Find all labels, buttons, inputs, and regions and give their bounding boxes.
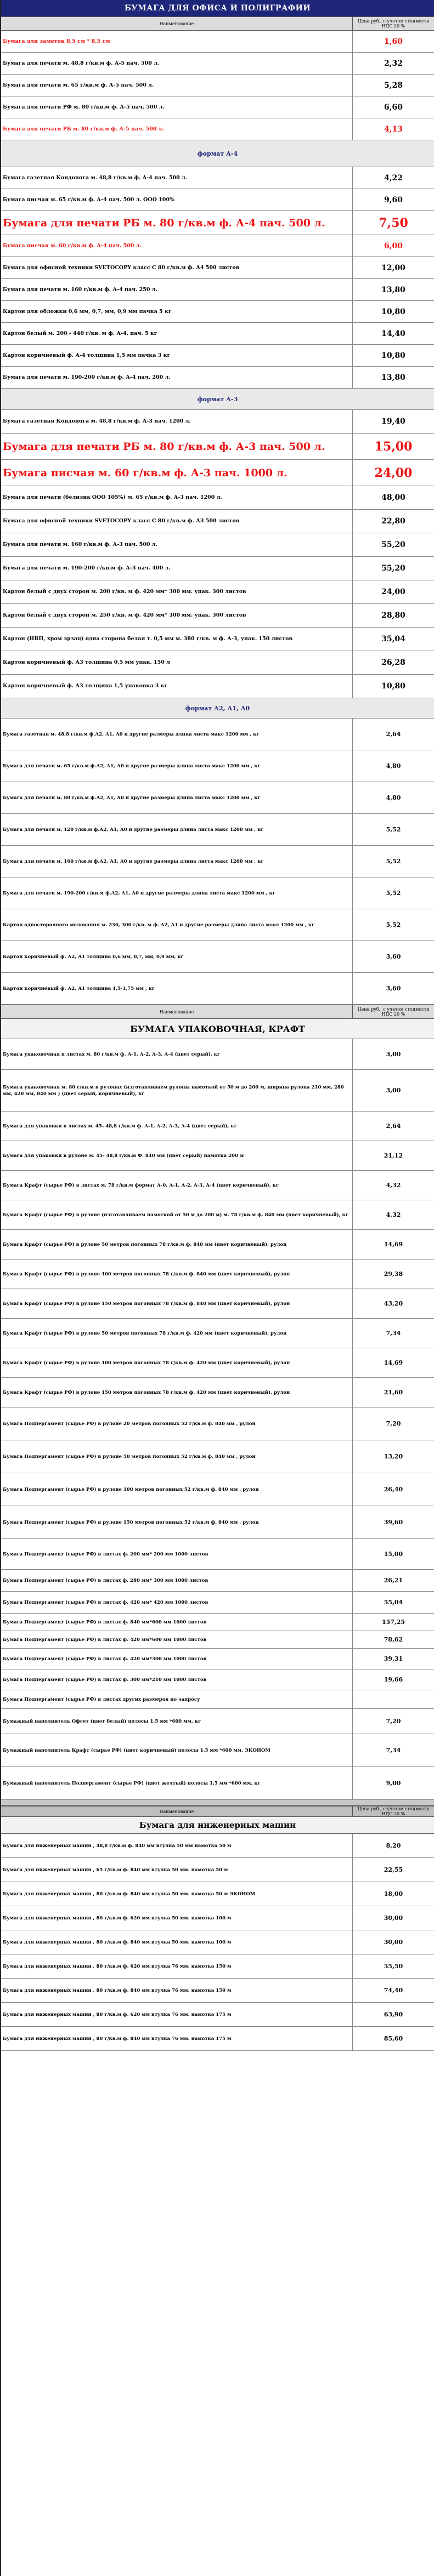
table-row xyxy=(1,973,434,1005)
product-price: 13,20 xyxy=(384,1453,403,1460)
product-name: Картон белый с двух сторон м. 200 г/кв. м ф. 420 мм* 300 мм. упак. 300 листов xyxy=(1,580,353,603)
product-name: Бумага для печати РБ м. 80 г/кв.м ф. А-3 пач. 500 л. xyxy=(1,434,353,459)
product-price: 7,34 xyxy=(386,1330,401,1337)
table-row xyxy=(1,235,434,257)
product-name: Бумага для инженерных машин , 80 г/кв.м ф. 840 мм втулка 76 мм. намотка 175 м xyxy=(1,2027,353,2050)
table-row xyxy=(1,1473,434,1506)
section-a3 xyxy=(1,410,434,698)
table-row xyxy=(1,675,434,698)
table-row xyxy=(1,1171,434,1200)
product-name: Бумага Подпергамент (сырье РФ) в листах ф. 420 мм*600 мм 1000 листов xyxy=(1,1631,353,1648)
table-row xyxy=(1,1734,434,1767)
table-row xyxy=(1,909,434,941)
product-price: 7,34 xyxy=(386,1747,401,1754)
product-name: Бумага для инженерных машин , 48,8 г/кв.м ф. 840 мм втулка 50 мм намотка 50 м xyxy=(1,1834,353,1857)
table-row xyxy=(1,167,434,189)
product-price: 2,64 xyxy=(386,1122,401,1130)
column-price-header: Цена руб., с учетом стоимости НДС 20 % xyxy=(357,19,430,29)
product-name: Картон коричневый ф. А-4 толщина 1,5 мм пачка 3 кг xyxy=(1,345,353,366)
product-price: 2,64 xyxy=(386,731,401,738)
engineering-section-title: Бумага для инженерных машин xyxy=(1,1817,434,1834)
product-name: Картон белый с двух сторон м. 250 г/кв. м ф. 420 мм* 300 мм. упак. 300 листов xyxy=(1,604,353,627)
subsection-a4-title: формат А-4 xyxy=(1,140,434,167)
column-header xyxy=(1,16,434,31)
product-price: 4,13 xyxy=(384,124,403,134)
packing-section-title: БУМАГА УПАКОВОЧНАЯ, КРАФТ xyxy=(1,1019,434,1039)
table-row xyxy=(1,1259,434,1289)
column-header-2 xyxy=(1,1005,434,1019)
product-name: Бумага Крафт (сырье РФ) в рулоне 50 метров погонных 78 г/кв.м ф. 840 мм (цвет коричневый), рулон xyxy=(1,1230,353,1259)
table-row xyxy=(1,53,434,75)
table-row xyxy=(1,1378,434,1407)
product-price: 26,40 xyxy=(384,1486,403,1493)
product-price: 78,62 xyxy=(384,1636,403,1643)
product-name: Бумага Подпергамент (сырье РФ) в листах ф. 420 мм*300 мм 1000 листов xyxy=(1,1649,353,1669)
product-price: 8,20 xyxy=(386,1842,401,1849)
product-price: 5,52 xyxy=(386,858,401,865)
product-price: 43,20 xyxy=(384,1300,403,1307)
product-price: 29,38 xyxy=(384,1270,403,1278)
product-name: Бумага Подпергамент (сырье РФ) в листах ф. 280 мм* 300 мм 1000 листов xyxy=(1,1570,353,1591)
product-name: Бумажный наполнитель Офсет (цвет белый) полосы 1,5 мм *600 мм, кг xyxy=(1,1709,353,1734)
product-price: 6,00 xyxy=(384,241,403,250)
column-price-header: Цена руб., с учетом стоимости НДС 20 % xyxy=(357,1806,430,1816)
table-row xyxy=(1,1614,434,1631)
table-row xyxy=(1,1440,434,1473)
table-row xyxy=(1,460,434,486)
table-row xyxy=(1,1112,434,1141)
table-row xyxy=(1,877,434,909)
table-row xyxy=(1,118,434,140)
table-row xyxy=(1,651,434,675)
column-price-header: Цена руб., с учетом стоимости НДС 20 % xyxy=(357,1007,430,1017)
product-price: 14,69 xyxy=(384,1359,403,1366)
product-name: Бумага для печати м. 160 г/кв.м ф. А-4 пач. 250 л. xyxy=(1,279,353,300)
product-name: Бумага Крафт (сырье РФ) в рулоне 150 метров погонных 78 г/кв.м ф. 420 мм (цвет коричневый), рулон xyxy=(1,1378,353,1407)
table-row xyxy=(1,75,434,96)
product-price: 10,80 xyxy=(381,682,405,691)
product-name: Картон для обложки 0,6 мм, 0,7, мм, 0,9 мм пачка 5 кг xyxy=(1,301,353,322)
product-price: 13,80 xyxy=(381,285,405,294)
product-name: Картон коричневый ф. А3 толщина 1,5 упаковка 3 кг xyxy=(1,675,353,698)
table-row xyxy=(1,1834,434,1858)
table-row xyxy=(1,814,434,846)
product-price: 48,00 xyxy=(381,493,405,502)
product-price: 30,00 xyxy=(384,1939,403,1946)
table-row xyxy=(1,1979,434,2003)
product-name: Бумага для печати м. 190-200 г/кв.м ф. А-4 пач. 200 л. xyxy=(1,367,353,388)
table-row xyxy=(1,1882,434,1906)
product-price: 22,55 xyxy=(384,1866,403,1873)
product-name: Бумага для инженерных машин , 80 г/кв.м ф. 840 мм втулка 50 мм. намотка 50 м ЭКОНОМ xyxy=(1,1882,353,1906)
table-row xyxy=(1,1669,434,1690)
product-price: 5,28 xyxy=(384,81,403,90)
table-row xyxy=(1,1348,434,1378)
table-row xyxy=(1,1506,434,1539)
table-row xyxy=(1,941,434,973)
product-price: 1,60 xyxy=(384,37,403,46)
product-price: 4,80 xyxy=(386,794,401,801)
table-row xyxy=(1,1858,434,1882)
table-row xyxy=(1,846,434,877)
product-name: Бумага Подпергамент (сырье РФ) в листах других размеров по запросу xyxy=(1,1690,353,1708)
table-row xyxy=(1,96,434,118)
product-price: 30,00 xyxy=(384,1914,403,1922)
product-name: Бумага Подпергамент (сырье РФ) в листах ф. 420 мм* 420 мм 1000 листов xyxy=(1,1592,353,1613)
table-row xyxy=(1,1954,434,1979)
product-price: 15,00 xyxy=(374,439,413,454)
product-price: 55,50 xyxy=(384,1963,403,1970)
table-row xyxy=(1,486,434,510)
product-price: 9,60 xyxy=(384,195,403,204)
product-price: 14,69 xyxy=(384,1241,403,1248)
product-price: 18,00 xyxy=(384,1890,403,1897)
subsection-a3-title: формат А-3 xyxy=(1,389,434,410)
product-name: Бумага газетная м. 48,8 г/кв.м ф.А2, А1, А0 и другие размеры длина листа макс 1200 мм , кг xyxy=(1,719,353,750)
table-row xyxy=(1,1709,434,1734)
table-row xyxy=(1,1039,434,1070)
product-price: 10,80 xyxy=(381,307,405,316)
table-row xyxy=(1,1592,434,1614)
product-price: 28,80 xyxy=(381,611,405,620)
product-price: 26,28 xyxy=(381,658,405,667)
product-price: 21,60 xyxy=(384,1389,403,1396)
table-row xyxy=(1,1200,434,1230)
product-price: 4,22 xyxy=(384,173,403,183)
table-row xyxy=(1,345,434,367)
product-price: 21,12 xyxy=(384,1152,403,1159)
table-row xyxy=(1,782,434,814)
table-row xyxy=(1,604,434,628)
product-name: Бумага писчая м. 60 г/кв.м ф. А-3 пач. 1000 л. xyxy=(1,460,353,486)
product-name: Бумага Подпергамент (сырье РФ) в листах ф. 200 мм* 200 мм 1000 листов xyxy=(1,1539,353,1569)
product-price: 35,04 xyxy=(381,635,405,643)
product-price: 55,20 xyxy=(381,540,405,549)
product-name: Бумага для печати м. 48,8 г/кв.м ф. А-5 пач. 500 л. xyxy=(1,53,353,74)
product-name: Бумага газетная Кондопога м. 48,8 г/кв.м ф. А-3 пач. 1200 л. xyxy=(1,410,353,433)
table-row xyxy=(1,1230,434,1259)
product-price: 4,32 xyxy=(386,1182,401,1189)
product-name: Бумага для упаковки в рулоне м. 45- 48,8 г/кв.м Ф. 840 мм (цвет серый) намотка 200 м xyxy=(1,1141,353,1170)
table-row xyxy=(1,628,434,651)
product-name: Бумага Крафт (сырье РФ) в листах м. 78 г/кв.м формат А-0, А-1, А-2, А-3, А-4 (цвет коричневый), кг xyxy=(1,1171,353,1200)
section-divider xyxy=(1,1800,434,1806)
product-name: Бумага для упаковки в листах м. 45- 48,8 г/кв.м ф. А-1, А-2, А-3, А-4 (цвет серый), кг xyxy=(1,1112,353,1141)
table-row xyxy=(1,434,434,460)
product-name: Бумага Крафт (сырье РФ) в рулоне (изготавливаем намоткой от 50 м до 200 м) м. 78 г/кв.м ф. 840 мм (цвет коричневый), кг xyxy=(1,1200,353,1229)
product-name: Картон белый м. 200 - 440 г/кв. м ф. А-4, пач. 5 кг xyxy=(1,323,353,344)
product-name: Бумажный наполнитель Крафт (сырье РФ) (цвет коричневый) полосы 1,5 мм *600 мм, ЭКОНОМ xyxy=(1,1734,353,1766)
table-row xyxy=(1,211,434,235)
product-name: Бумага Подпергамент (сырье РФ) в рулоне 100 метров погонных 52 г/кв.м ф. 840 мм , рулон xyxy=(1,1473,353,1506)
section-a5 xyxy=(1,31,434,140)
product-name: Бумага для печати м. 65 г/кв.м ф. А-5 пач. 500 л. xyxy=(1,75,353,96)
column-name-header: Наименование xyxy=(1,1005,353,1018)
section-packing xyxy=(1,1039,434,1800)
column-header-3 xyxy=(1,1806,434,1817)
subsection-a2-title: формат А2, А1, А0 xyxy=(1,698,434,719)
product-name: Картон односторонного мелования м. 230, 300 г/кв. м ф. А2, А1 и другие размеры длина листа макс 1200 мм , кг xyxy=(1,909,353,941)
product-name: Бумага для печати м. 190-200 г/кв.м ф.А2, А1, А0 и другие размеры длина листа макс 1200 мм , кг xyxy=(1,877,353,909)
table-row xyxy=(1,31,434,53)
product-price: 5,52 xyxy=(386,921,401,928)
table-row xyxy=(1,1407,434,1440)
product-name: Бумага писчая м. 65 г/кв.м ф. А-4 пач. 500 л. ООО 100% xyxy=(1,189,353,210)
table-row xyxy=(1,1141,434,1171)
table-row xyxy=(1,410,434,434)
product-name: Бумага упаковочная в листах м. 80 г/кв.м ф. А-1, А-2, А-3, А-4 (цвет серый), кг xyxy=(1,1039,353,1069)
table-row xyxy=(1,1539,434,1570)
product-price: 39,31 xyxy=(384,1655,403,1662)
product-name: Бумага Подпергамент (сырье РФ) в рулоне 150 метров погонных 52 г/кв.м ф. 840 мм , рулон xyxy=(1,1506,353,1538)
product-price: 12,00 xyxy=(381,263,405,272)
product-price xyxy=(353,1690,434,1708)
product-price: 55,04 xyxy=(384,1599,403,1606)
product-name: Бумага Крафт (сырье РФ) в рулоне 150 метров погонных 78 г/кв.м ф. 840 мм (цвет коричневый), рулон xyxy=(1,1289,353,1318)
product-name: Бумага Крафт (сырье РФ) в рулоне 100 метров погонных 78 г/кв.м ф. 420 мм (цвет коричневый), рулон xyxy=(1,1348,353,1377)
table-row xyxy=(1,1289,434,1319)
product-name: Бумага для печати м. 120 г/кв.м ф.А2, А1, А0 и другие размеры длина листа макс 1200 мм , кг xyxy=(1,814,353,845)
product-price: 14,40 xyxy=(381,329,405,338)
table-row xyxy=(1,557,434,580)
product-name: Бумага для инженерных машин , 80 г/кв.м ф. 840 мм втулка 76 мм. намотка 150 м xyxy=(1,1979,353,2002)
product-price: 39,60 xyxy=(384,1519,403,1526)
product-price: 3,60 xyxy=(386,953,401,960)
product-price: 5,52 xyxy=(386,890,401,897)
product-price: 15,00 xyxy=(384,1551,403,1558)
product-name: Бумага Подпергамент (сырье РФ) в листах ф. 300 мм*210 мм 1000 листов xyxy=(1,1669,353,1690)
product-price: 74,40 xyxy=(384,1987,403,1994)
product-name: Бумага для печати м. 80 г/кв.м ф.А2, А1, А0 и другие размеры длина листа макс 1200 мм , кг xyxy=(1,782,353,813)
table-row xyxy=(1,1690,434,1709)
product-price: 5,52 xyxy=(386,826,401,833)
product-name: Бумага для печати м. 65 г/кв.м ф.А2, А1, А0 и другие размеры длина листа макс 1200 мм , кг xyxy=(1,750,353,782)
product-price: 13,80 xyxy=(381,373,405,382)
table-row xyxy=(1,323,434,345)
product-name: Бумага для печати м. 160 г/кв.м ф. А-3 пач. 500 л. xyxy=(1,533,353,556)
product-price: 157,25 xyxy=(381,1618,405,1626)
product-price: 10,80 xyxy=(381,351,405,360)
product-price: 9,00 xyxy=(386,1780,401,1787)
product-name: Бумага для инженерных машин , 80 г/кв.м ф. 620 мм втулка 50 мм. намотка 100 м xyxy=(1,1906,353,1930)
table-row xyxy=(1,719,434,750)
product-price: 3,00 xyxy=(386,1051,401,1058)
product-name: Бумага для офисной техники SVETOCOPY класс С 80 г/кв.м ф. А3 500 листов xyxy=(1,510,353,533)
section-a2-a1-a0 xyxy=(1,719,434,1005)
product-price: 6,60 xyxy=(384,102,403,112)
table-row xyxy=(1,750,434,782)
table-row xyxy=(1,1319,434,1348)
table-row xyxy=(1,1767,434,1800)
product-price: 7,20 xyxy=(386,1420,401,1427)
product-name: Бумага для инженерных машин , 80 г/кв.м ф. 840 мм втулка 50 мм. намотка 100 м xyxy=(1,1930,353,1954)
product-price: 7,20 xyxy=(386,1718,401,1725)
table-row xyxy=(1,189,434,211)
product-price: 26,21 xyxy=(384,1577,403,1584)
table-row xyxy=(1,510,434,533)
table-row xyxy=(1,1649,434,1669)
table-row xyxy=(1,1930,434,1954)
column-name-header: Наименование xyxy=(1,1806,353,1816)
table-row xyxy=(1,533,434,557)
product-name: Бумага писчая м. 60 г/кв.м ф. А-4 пач. 500 л. xyxy=(1,235,353,257)
product-name: Бумага газетная Кондопога м. 48,8 г/кв.м ф. А-4 пач. 500 л. xyxy=(1,167,353,189)
section-a4 xyxy=(1,167,434,389)
table-row xyxy=(1,301,434,323)
table-row xyxy=(1,367,434,389)
product-name: Бумага для инженерных машин , 80 г/кв.м ф. 620 мм втулка 76 мм. намотка 175 м xyxy=(1,2003,353,2026)
product-price: 63,90 xyxy=(384,2011,403,2018)
table-row xyxy=(1,1631,434,1649)
product-price: 85,60 xyxy=(384,2035,403,2042)
product-name: Бумага для печати м. 190-200 г/кв.м ф. А-3 пач. 400 л. xyxy=(1,557,353,580)
table-row xyxy=(1,2003,434,2027)
product-name: Бумага для офисной техники SVETOCOPY класс С 80 г/кв.м ф. А4 500 листов xyxy=(1,257,353,278)
table-row xyxy=(1,1070,434,1112)
product-name: Бумага для печати РБ м. 80 г/кв.м ф. А-5 пач. 500 л. xyxy=(1,118,353,140)
product-price: 2,32 xyxy=(384,59,403,68)
column-name-header: Наименование xyxy=(1,17,353,30)
product-name: Бумага Подпергамент (сырье РФ) в листах ф. 840 мм*600 мм 1000 листов xyxy=(1,1614,353,1631)
table-row xyxy=(1,257,434,279)
table-row xyxy=(1,2027,434,2051)
product-price: 19,66 xyxy=(384,1676,403,1683)
product-name: Картон коричневый ф. А3 толщина 0,5 мм упак. 150 л xyxy=(1,651,353,674)
product-price: 3,60 xyxy=(386,985,401,992)
table-row xyxy=(1,1570,434,1592)
product-price: 3,00 xyxy=(386,1087,401,1094)
product-name: Бумага Крафт (сырье РФ) в рулоне 100 метров погонных 78 г/кв.м ф. 840 мм (цвет коричневый), рулон xyxy=(1,1259,353,1289)
product-price: 22,80 xyxy=(381,517,405,526)
product-name: Бумажный наполнитель Подпергамент (сырье РФ) (цвет желтый) полосы 1,5 мм *600 мм, кг xyxy=(1,1767,353,1799)
product-name: Картон коричневый ф. А2, А1 толщина 0,6 мм, 0,7, мм, 0,9 мм, кг xyxy=(1,941,353,972)
product-price: 4,80 xyxy=(386,762,401,770)
product-name: Бумага для печати РФ м. 80 г/кв.м ф. А-5 пач. 500 л. xyxy=(1,96,353,118)
table-row xyxy=(1,279,434,301)
product-name: Бумага Подпергамент (сырье РФ) в рулоне 50 метров погонных 52 г/кв.м ф. 840 мм , рулон xyxy=(1,1440,353,1473)
product-name: Бумага для инженерных машин , 80 г/кв.м ф. 620 мм втулка 76 мм. намотка 150 м xyxy=(1,1954,353,1978)
product-name: Картон коричневый ф. А2, А1 толщина 1,5-1,75 мм , кг xyxy=(1,973,353,1004)
page-title: БУМАГА ДЛЯ ОФИСА И ПОЛИГРАФИИ xyxy=(1,0,434,16)
product-price: 7,50 xyxy=(379,215,408,230)
product-price: 55,20 xyxy=(381,564,405,573)
product-name: Бумага для печати м. 160 г/кв.м ф.А2, А1, А0 и другие размеры длина листа макс 1200 мм , кг xyxy=(1,846,353,877)
table-row xyxy=(1,1906,434,1930)
product-name: Бумага Подпергамент (сырье РФ) в рулоне 20 метров погонных 52 г/кв.м ф. 840 мм , рулон xyxy=(1,1407,353,1440)
product-price: 24,00 xyxy=(374,465,413,480)
product-price: 19,40 xyxy=(381,417,405,426)
product-name: Бумага для печати РБ м. 80 г/кв.м ф. А-4 пач. 500 л. xyxy=(1,211,353,235)
product-name: Бумага упаковочная м. 80 г/кв.м в рулонах (изготавливаем рулоны намоткой от 50 м до 200 м, ширина рулона 210 мм, 280 мм, 420 мм, 840 мм ) (цвет серый, коричневый), кг xyxy=(1,1070,353,1111)
product-price: 24,00 xyxy=(381,588,405,596)
product-name: Бумага для инженерных машин , 65 г/кв.м ф. 840 мм втулка 50 мм. намотка 50 м xyxy=(1,1858,353,1882)
product-name: Бумага для печати (белизна ООО 105%) м. 65 г/кв.м ф. А-3 пач. 1200 л. xyxy=(1,486,353,509)
section-engineering xyxy=(1,1834,434,2051)
product-price: 4,32 xyxy=(386,1211,401,1218)
product-name: Картон (НВП, хром эрзац) одна сторона белая т. 0,5 мм м. 380 г/кв. м ф. А-3, упак. 150 листов xyxy=(1,628,353,651)
product-name: Бумага Крафт (сырье РФ) в рулоне 50 метров погонных 78 г/кв.м ф. 420 мм (цвет коричневый), рулон xyxy=(1,1319,353,1348)
product-name: Бумага для заметок 8,5 см * 8,5 см xyxy=(1,31,353,52)
table-row xyxy=(1,580,434,604)
